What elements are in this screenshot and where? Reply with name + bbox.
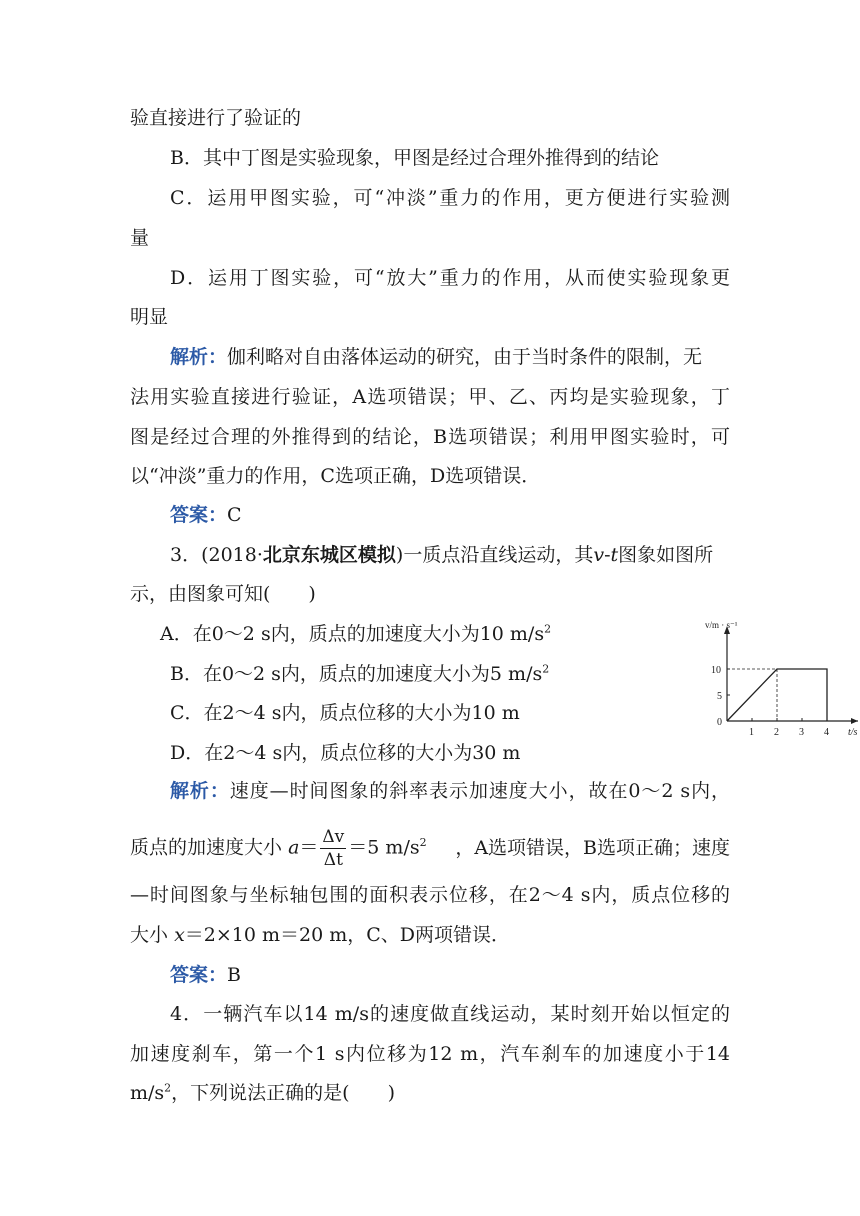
answer-2-line <box>170 963 241 987</box>
answer-1-line <box>170 503 242 527</box>
fraction-denominator: Δt <box>323 849 343 870</box>
line-1: 验直接进行了验证的 <box>130 107 302 129</box>
option-b <box>170 662 549 686</box>
formula-sup: 2 <box>419 835 427 849</box>
answer-value: C <box>227 504 242 526</box>
option-a-sup: 2 <box>544 622 552 636</box>
option-d-statement: D．运用丁图实验，可“放大”重力的作用，从而使实验现象更 <box>170 267 730 289</box>
option-c-cont: 量 <box>130 227 150 249</box>
x-tick-label: 4 <box>824 727 829 738</box>
question-3-line <box>170 543 713 567</box>
analysis-2-line-4 <box>130 923 510 947</box>
formula-result: ＝5 m/s <box>348 836 420 858</box>
analysis-label: 解析： <box>170 346 228 368</box>
analysis-2-label: 解析： <box>170 780 230 802</box>
option-b-sup: 2 <box>542 662 550 676</box>
option-d: D．在2～4 s内，质点位移的大小为30 m <box>170 742 521 764</box>
option-a <box>160 622 551 646</box>
analysis-2-line-3: —时间图象与坐标轴包围的面积表示位移，在2～4 s内，质点位移的 <box>130 884 730 906</box>
l25-sup: 2 <box>164 1081 172 1095</box>
q3-prefix: 3．(2018· <box>170 544 263 566</box>
y-tick-label: 5 <box>717 691 722 702</box>
x-axis-arrow <box>851 718 858 724</box>
fraction <box>320 826 346 871</box>
formula-tail: ，A选项错误，B选项正确；速度 <box>455 837 730 859</box>
q3-dash: - <box>604 544 611 566</box>
formula-prefix: 质点的加速度大小 <box>130 836 283 858</box>
y-tick-label: 10 <box>711 665 721 676</box>
analysis-2-text: 速度—时间图象的斜率表示加速度大小，故在0～2 s内， <box>229 780 730 802</box>
answer-2-value: B <box>227 964 241 986</box>
l21-prefix: 大小 <box>130 924 169 946</box>
formula-eq: ＝ <box>299 836 319 858</box>
x-tick-label: 3 <box>799 727 804 738</box>
option-c-statement: C．运用甲图实验，可“冲淡”重力的作用，更方便进行实验测 <box>170 187 730 209</box>
formula-lead <box>130 826 427 871</box>
fraction-numerator: Δv <box>322 826 345 847</box>
question-3-line-2: 示，由图象可知( ) <box>130 583 316 605</box>
y-axis-label: v/m · s⁻¹ <box>705 620 738 630</box>
analysis-1-line-3: 图是经过合理的外推得到的结论，B选项错误；利用甲图实验时，可 <box>130 426 730 448</box>
answer-label: 答案： <box>170 504 228 526</box>
option-d-cont: 明显 <box>130 306 169 328</box>
l25-unit: m/s <box>130 1082 165 1104</box>
analysis-1-line-4: 以“冲淡”重力的作用，C选项正确，D选项错误． <box>130 465 541 487</box>
analysis-1-line-2: 法用实验直接进行验证，A选项错误；甲、乙、丙均是实验现象，丁 <box>130 386 730 408</box>
q3-tail: 图象如图所 <box>618 544 714 566</box>
formula-var-a: a <box>288 836 300 858</box>
q3-text: )一质点沿直线运动，其 <box>395 544 594 566</box>
vt-chart <box>700 618 860 768</box>
analysis-2-line-2 <box>130 822 730 874</box>
question-4-line-2: 加速度刹车，第一个1 s内位移为12 m，汽车刹车的加速度小于14 <box>130 1043 730 1065</box>
option-b-text: B．在0～2 s内，质点的加速度大小为5 m/s <box>170 663 543 685</box>
l21-text: ＝2×10 m＝20 m，C、D两项错误． <box>184 924 511 946</box>
question-4-line-3 <box>130 1081 395 1105</box>
q3-v: v <box>593 544 605 566</box>
option-c: C．在2～4 s内，质点位移的大小为10 m <box>170 702 520 724</box>
analysis-2-line <box>170 779 730 803</box>
q3-source: 北京东城区模拟 <box>262 544 396 566</box>
option-b-statement: B．其中丁图是实验现象，甲图是经过合理外推得到的结论 <box>170 147 659 169</box>
l21-var-x: x <box>174 924 185 946</box>
analysis-text: 伽利略对自由落体运动的研究，由于当时条件的限制，无 <box>227 346 703 368</box>
question-4-line: 4．一辆汽车以14 m/s的速度做直线运动，某时刻开始以恒定的 <box>170 1003 730 1025</box>
answer-2-label: 答案： <box>170 964 228 986</box>
q3-t: t <box>610 544 619 566</box>
x-axis-label: t/s <box>848 727 858 738</box>
y-tick-label: 0 <box>717 717 722 728</box>
l25-text: ，下列说法正确的是( ) <box>171 1082 395 1104</box>
analysis-1-line <box>170 345 730 369</box>
x-tick-label: 2 <box>774 727 779 738</box>
option-a-text: A．在0～2 s内，质点的加速度大小为10 m/s <box>160 623 545 645</box>
x-tick-label: 1 <box>749 727 754 738</box>
